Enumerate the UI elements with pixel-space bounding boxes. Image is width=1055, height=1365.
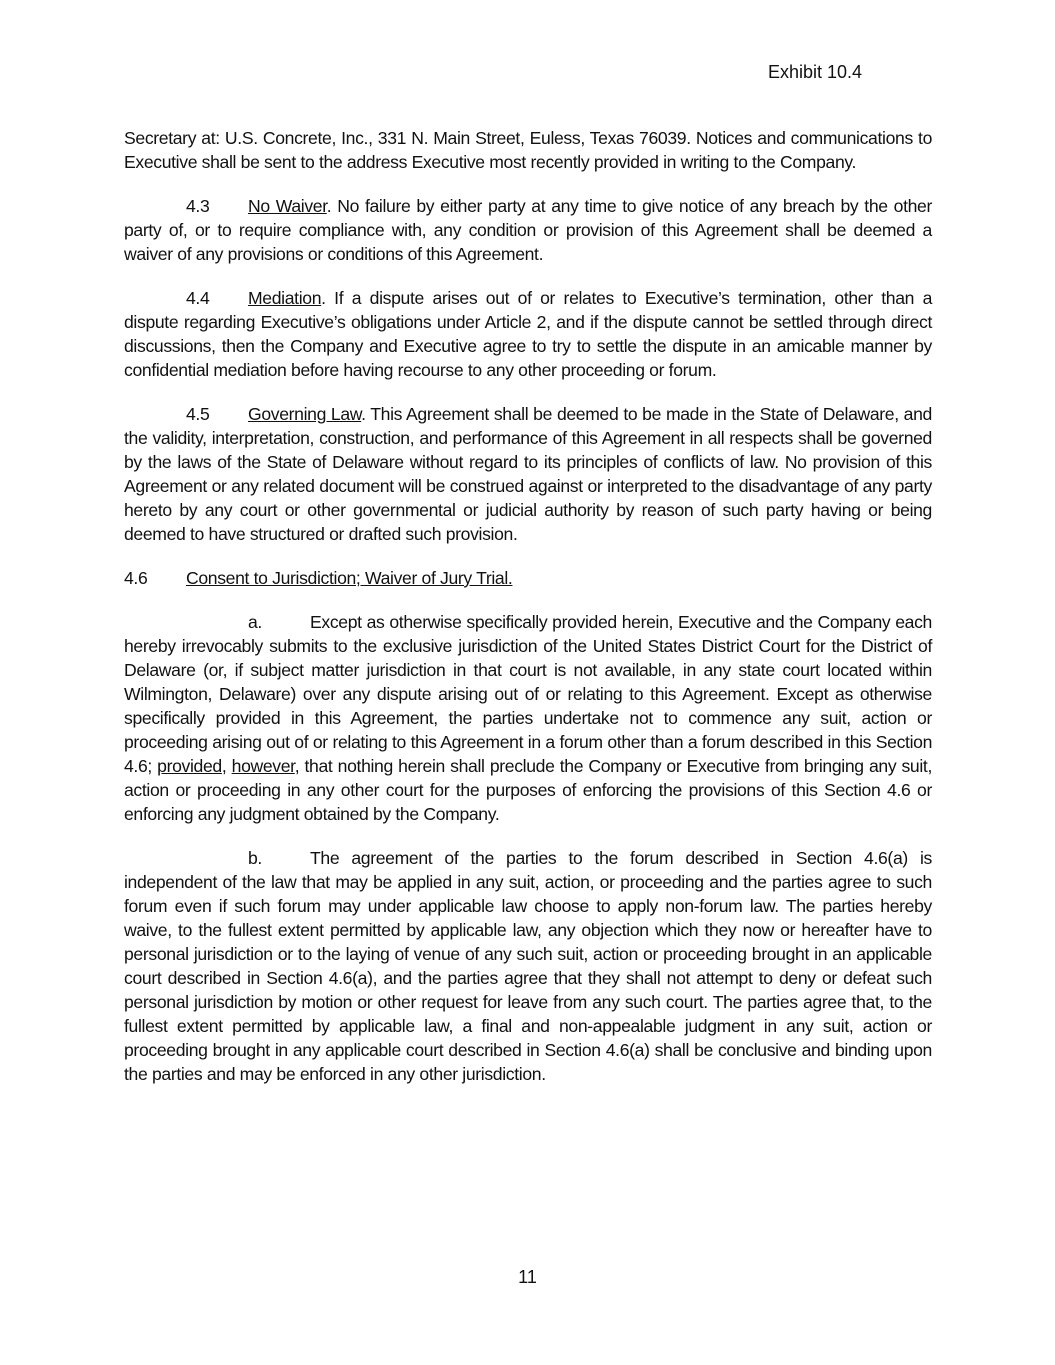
comma: , — [221, 756, 232, 776]
subsection-label: b. — [248, 848, 262, 868]
subsection-a — [124, 610, 932, 826]
section-title: Consent to Jurisdiction; Waiver of Jury Trial. — [186, 568, 513, 588]
section-title: Mediation — [248, 288, 322, 308]
subsection-b — [124, 846, 932, 1086]
section-number: 4.6 — [124, 568, 148, 588]
subsection-text: The agreement of the parties to the forum described in Section 4.6(a) is independent of the law that may be applied in any suit, action, or proceeding and the parties agree to such forum even if such forum may under applicable law choose to apply non-forum law. The parties hereby waive, to the fullest extent permitted by applicable law, any objection which they now or hereafter have to personal jurisdiction or to the laying of venue of any such suit, action or proceeding brought in an applicable court described in Section 4.6(a), and the parties agree that they shall not attempt to deny or defeat such personal jurisdiction by motion or other request for leave from any such court. The parties agree that, to the fullest extent permitted by applicable law, a final and non-appealable judgment in any suit, action or proceeding brought in any applicable court described in Section 4.6(a) shall be conclusive and binding upon the parties and may be enforced in any other jurisdiction. — [124, 848, 932, 1084]
section-4-4 — [124, 286, 932, 382]
section-number: 4.5 — [186, 404, 210, 424]
section-text: . If a dispute arises out of or relates to Executive’s termination, other than a dispute regarding Executive’s obligations under Article 2, and if the dispute cannot be settled through direct discussions, then the Company and Executive agree to try to settle the dispute in an amicable manner by confidential mediation before having recourse to any other proceeding or forum. — [124, 288, 932, 380]
section-text: . This Agreement shall be deemed to be made in the State of Delaware, and the validity, interpretation, construction, and performance of this Agreement in all respects shall be governed by the laws of the State of Delaware without regard to its principles of conflicts of law. No provision of this Agreement or any related document will be construed against or interpreted to the disadvantage of any party hereto by any court or other governmental or judicial authority by reason of such party having or being deemed to have structured or drafted such provision. — [124, 404, 932, 544]
subsection-text-continued: , that nothing herein shall preclude the Company or Executive from bringing any suit, action or proceeding in any other court for the purposes of enforcing the provisions of this Section 4.6 or enforcing any judgment obtained by the Company. — [124, 756, 933, 824]
provided-term: provided — [157, 756, 222, 776]
section-4-5 — [124, 402, 932, 546]
subsection-text: Except as otherwise specifically provided herein, Executive and the Company each hereby irrevocably submits to the exclusive jurisdiction of the United States District Court for the District of Delaware (or, if subject matter jurisdiction in that court is not available, in any state court located within Wilmington, Delaware) over any dispute arising out of or relating to this Agreement. Except as otherwise specifically provided in this Agreement, the parties undertake not to commence any suit, action or proceeding arising out of or relating to this Agreement in a forum other than a forum described in this Section 4.6; — [124, 612, 932, 776]
section-title: Governing Law — [248, 404, 362, 424]
however-term: however — [231, 756, 295, 776]
section-number: 4.4 — [186, 288, 210, 308]
section-4-6-heading — [124, 566, 932, 590]
section-title: No Waiver — [248, 196, 327, 216]
subsection-label: a. — [248, 612, 262, 632]
section-number: 4.3 — [186, 196, 210, 216]
continuation-paragraph: Secretary at: U.S. Concrete, Inc., 331 N. Main Street, Euless, Texas 76039. Notices and communications to Executive shall be sent to the address Executive most recently provided in writing to the Company. — [124, 128, 932, 172]
document-body — [124, 126, 932, 1106]
exhibit-label: Exhibit 10.4 — [768, 62, 863, 82]
page-number: 11 — [518, 1267, 537, 1287]
section-text: . No failure by either party at any time to give notice of any breach by the other party of, or to require compliance with, any condition or provision of this Agreement shall be deemed a waiver of any provisions or conditions of this Agreement. — [124, 196, 932, 264]
section-4-3 — [124, 194, 932, 266]
